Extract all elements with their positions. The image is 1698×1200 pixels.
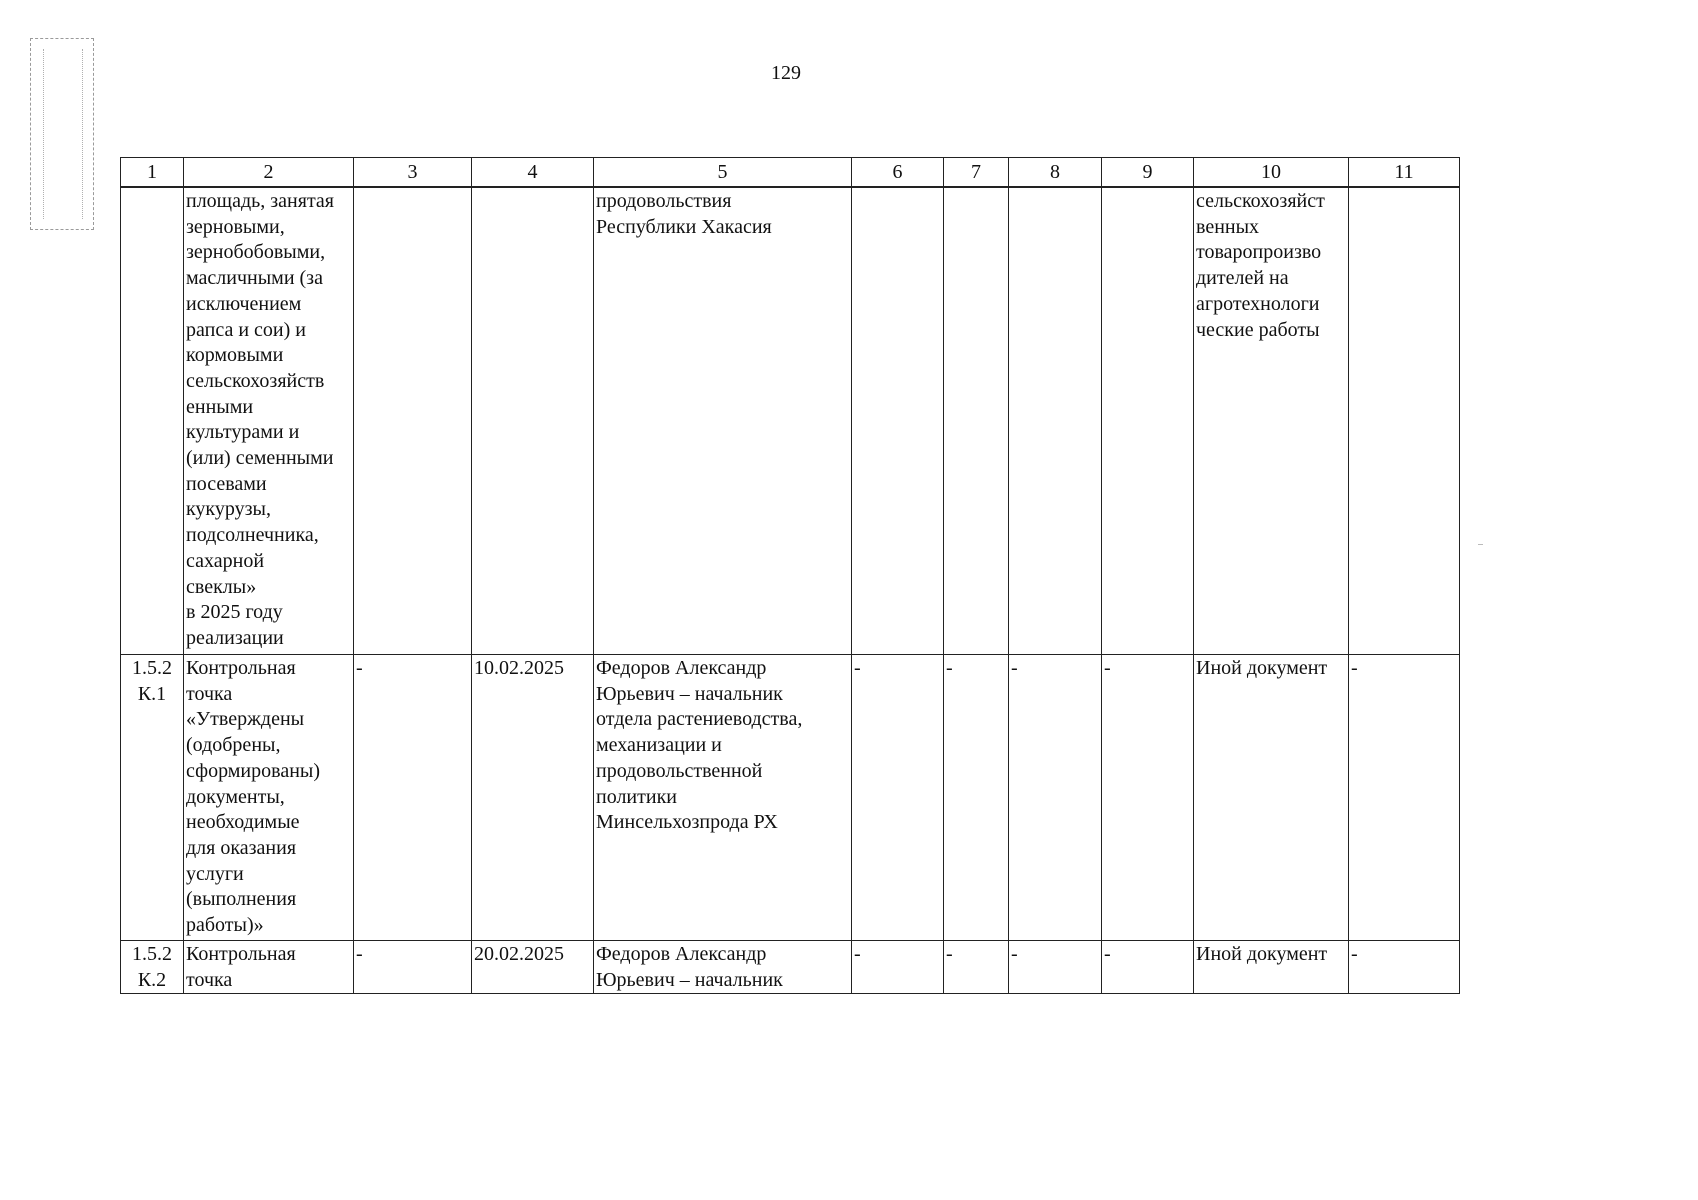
cell-col6: - (852, 941, 944, 994)
table-row (121, 655, 1460, 941)
column-header-4: 4 (472, 158, 594, 188)
column-header-8: 8 (1009, 158, 1102, 188)
cell-responsible: продовольствия Республики Хакасия (594, 187, 852, 655)
cell-col11: - (1349, 655, 1460, 941)
page-number: 129 (771, 62, 801, 84)
cell-col8 (1009, 187, 1102, 655)
cell-document-type: сельскохозяйст венных товаропроизво дителей на агротехнологи ческие работы (1194, 187, 1349, 655)
cell-responsible: Федоров Александр Юрьевич – начальник отдела растениеводства, механизации и продовольственной политики Минсельхозпрода РХ (594, 655, 852, 941)
cell-col8: - (1009, 941, 1102, 994)
document-table (120, 157, 1460, 994)
scan-speck (1478, 544, 1483, 545)
cell-number (121, 187, 184, 655)
table-row (121, 187, 1460, 655)
table-row (121, 941, 1460, 994)
cell-col11 (1349, 187, 1460, 655)
cell-col7: - (944, 941, 1009, 994)
column-header-5: 5 (594, 158, 852, 188)
cell-name: площадь, занятая зерновыми, зернобобовыми, масличными (за исключением рапса и сои) и кормовыми сельскохозяйств енными культурами и (или) семенными посевами кукурузы, подсолнечника, сахарной свеклы» в 2025 году реализации (184, 187, 354, 655)
cell-responsible: Федоров Александр Юрьевич – начальник (594, 941, 852, 994)
cell-col9: - (1102, 655, 1194, 941)
cell-col7 (944, 187, 1009, 655)
cell-col3 (354, 187, 472, 655)
cell-date: 10.02.2025 (472, 655, 594, 941)
column-header-3: 3 (354, 158, 472, 188)
cell-col8: - (1009, 655, 1102, 941)
cell-date: 20.02.2025 (472, 941, 594, 994)
table-header-row (121, 158, 1460, 188)
cell-number: 1.5.2 К.2 (121, 941, 184, 994)
column-header-10: 10 (1194, 158, 1349, 188)
cell-document-type: Иной документ (1194, 655, 1349, 941)
cell-col3: - (354, 655, 472, 941)
column-header-2: 2 (184, 158, 354, 188)
cell-col11: - (1349, 941, 1460, 994)
cell-date (472, 187, 594, 655)
cell-col7: - (944, 655, 1009, 941)
cell-col3: - (354, 941, 472, 994)
cell-name: Контрольная точка «Утверждены (одобрены, сформированы) документы, необходимые для оказания услуги (выполнения работы)» (184, 655, 354, 941)
column-header-11: 11 (1349, 158, 1460, 188)
cell-name: Контрольная точка (184, 941, 354, 994)
cell-col9 (1102, 187, 1194, 655)
cell-number: 1.5.2 К.1 (121, 655, 184, 941)
column-header-1: 1 (121, 158, 184, 188)
cell-document-type: Иной документ (1194, 941, 1349, 994)
column-header-6: 6 (852, 158, 944, 188)
cell-col9: - (1102, 941, 1194, 994)
cell-col6: - (852, 655, 944, 941)
cell-col6 (852, 187, 944, 655)
column-header-7: 7 (944, 158, 1009, 188)
column-header-9: 9 (1102, 158, 1194, 188)
